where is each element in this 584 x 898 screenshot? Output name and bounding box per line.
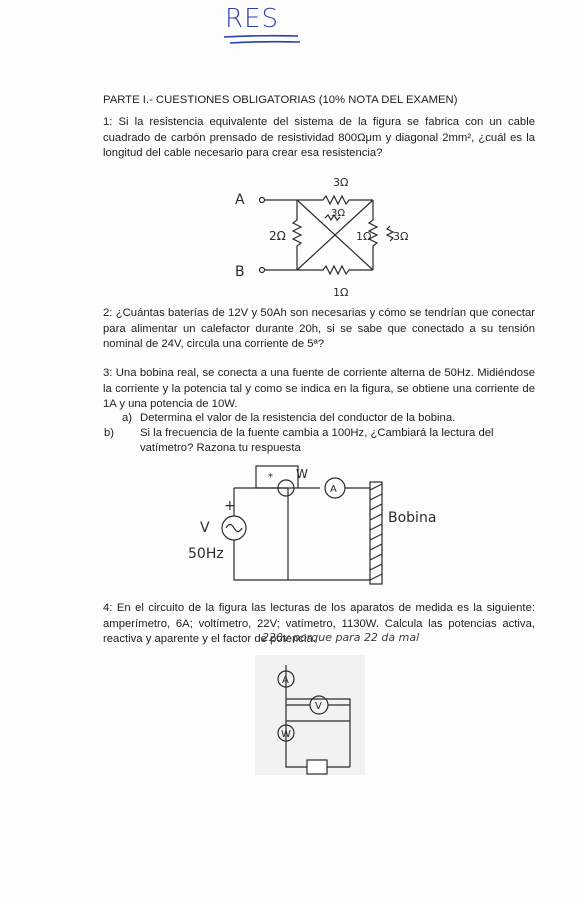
title-underline xyxy=(222,33,302,47)
r-top-label: 3Ω xyxy=(333,176,349,189)
q4-wattmeter-label: W xyxy=(281,729,291,740)
question-3-text: 3: Una bobina real, se conecta a una fuente de corriente alterna de 50Hz. Midiéndose la corriente y la potencia tal y como se indica en la figura, se obtiene una corriente de 1A y una potencia de 10W. xyxy=(103,367,535,410)
source-v-label: V xyxy=(200,520,210,536)
figure-resistor-network xyxy=(225,168,425,303)
r-bottom-label: 1Ω xyxy=(333,286,349,299)
handwritten-note: 220v porque para 22 da mal xyxy=(262,631,420,644)
wattmeter-star: * xyxy=(268,472,273,483)
r-right-label: 3Ω xyxy=(393,230,409,243)
q4-voltmeter-label: V xyxy=(315,701,322,712)
item-b-text: Si la frecuencia de la fuente cambia a 100Hz, ¿Cambiará la lectura del vatímetro? Razona tu respuesta xyxy=(140,427,494,454)
r-left-label: 2Ω xyxy=(269,229,286,243)
question-4-text: 4: En el circuito de la figura las lecturas de los aparatos de medida es la siguiente: amperímetro, 6A; voltímetro, 22V; vatímetro, 1130W. Calcula las potencias activa, reactiva y aparente y el factor de potencia. xyxy=(103,602,535,645)
question-2-text: 2: ¿Cuántas baterías de 12V y 50Ah son necesarias y cómo se tendrían que conectar para alimentar un calefactor durante 20h, si se sabe que conectado a su tensión nominal de 24V, circula una corriente de 5ª? xyxy=(103,307,535,350)
item-b-label: b) xyxy=(104,427,115,439)
question-3b xyxy=(104,426,540,456)
item-a-text: Determina el valor de la resistencia del conductor de la bobina. xyxy=(140,412,456,424)
question-1-text: 1: Si la resistencia equivalente del sistema de la figura se fabrica con un cable cuadrado de carbón prensado de resistividad 800Ωμm y diagonal 2mm², ¿cuál es la longitud del cable necesario para crear esa resistencia? xyxy=(103,116,535,159)
handwritten-title: RES xyxy=(225,4,279,34)
plus-sign: + xyxy=(224,498,236,514)
section-heading: PARTE I.- CUESTIONES OBLIGATORIAS (10% NOTA DEL EXAMEN) xyxy=(103,94,458,106)
r-diag-label: 3Ω xyxy=(331,208,346,219)
node-b-label: B xyxy=(235,264,245,280)
ammeter-label: A xyxy=(330,484,337,495)
wattmeter-label: W xyxy=(296,467,308,481)
question-3a xyxy=(122,411,540,426)
coil-label: Bobina xyxy=(388,510,437,526)
item-a-label: a) xyxy=(122,412,133,424)
figure-coil-circuit xyxy=(180,458,470,598)
r-mid-label: 1Ω xyxy=(356,230,372,243)
q4-ammeter-label: A xyxy=(282,675,289,686)
node-a-label: A xyxy=(235,192,245,208)
figure-meter-circuit xyxy=(255,655,365,775)
freq-label: 50Hz xyxy=(188,546,224,562)
